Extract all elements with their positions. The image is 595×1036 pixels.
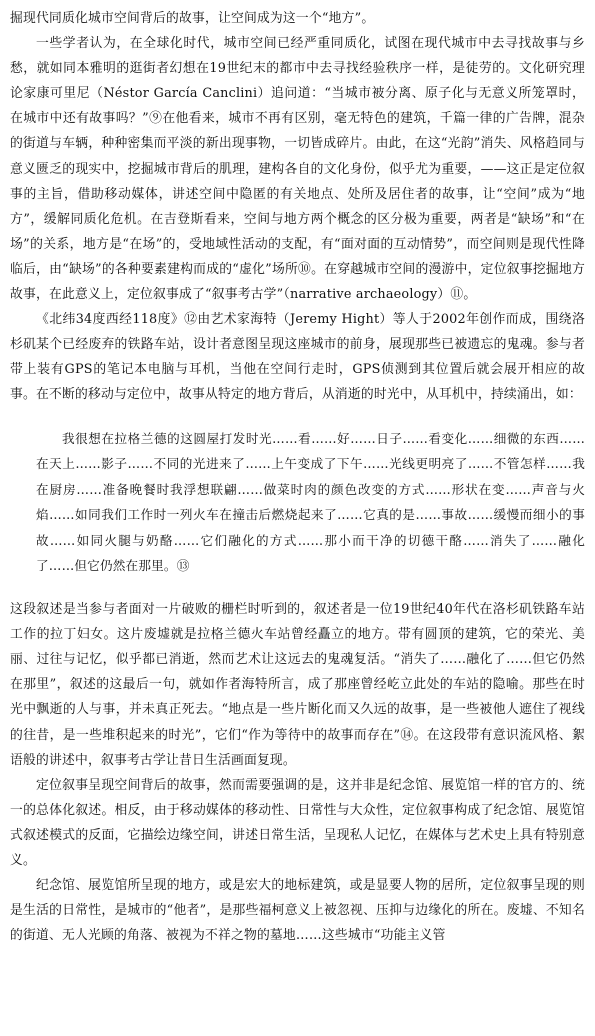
paragraph-artwork-intro: 《北纬34度西经118度》⑫由艺术家海特（Jeremy Hight）等人于2002年创作而成，围绕洛杉矶某个已经废弃的铁路车站，设计者意图呈现这座城市的前身，展现那些已被遗忘的鬼魂。参与者带上装有GPS的笔记本电脑与耳机，当他在空间行走时，GPS侦测到其位置后就会展开相应的故事。在不断的移动与定位中，故事从特定的地方背后，从消逝的时光中，从耳机中，持续涌出，如： (10, 312, 585, 403)
paragraph-narration-analysis: 这段叙述是当参与者面对一片破败的栅栏时听到的，叙述者是一位19世纪40年代在洛杉矶铁路车站工作的拉丁妇女。这片废墟就是拉格兰德火车站曾经矗立的地方。带有圆顶的建筑，它的荣光、美丽、过往与记忆，似乎都已消逝，然而艺术让这远去的鬼魂复活。“消失了……融化了……但它仍然在那里”，叙述的这最后一句，就如作者海特所言，成了那座曾经屹立此处的车站的隐喻。那些在时光中飘逝的人与事，并未真正死去。“地点是一些片断化而又久远的故事，是一些被他人遮住了视线的往昔，是一些堆积起来的时光”，它们“作为等待中的故事而存在”⑭。在这段带有意识流风格、絮语般的讲述中，叙事考古学让昔日生活画面复现。 (10, 602, 585, 768)
paragraph-memorial-comparison: 纪念馆、展览馆所呈现的地方，或是宏大的地标建筑，或是显要人物的居所，定位叙事呈现的则是生活的日常性，是城市的“他者”，是那些福柯意义上被忽视、压抑与边缘化的所在。废墟、不知名的街道、无人光顾的角落、被视为不祥之物的墓地……这些城市“功能主义管 (10, 878, 585, 944)
paragraph-positioning-narrative: 定位叙事呈现空间背后的故事，然而需要强调的是，这并非是纪念馆、展览馆一样的官方的、统一的总体化叙述。相反，由于移动媒体的移动性、日常性与大众性，定位叙事构成了纪念馆、展览馆式叙述模式的反面，它描绘边缘空间，讲述日常生活，呈现私人记忆，在媒体与艺术史上具有特别意义。 (10, 777, 585, 868)
paragraph-continuation: 掘现代同质化城市空间背后的故事，让空间成为这一个“地方”。 (10, 11, 375, 26)
block-quote: 我很想在拉格兰德的这圆屋打发时光……看……好……日子……看变化……细微的东西……在天上……影子……不同的光进来了……上午变成了下午……光线更明亮了……不管怎样……我在厨房……准备晚餐时我浮想联翩……做菜时肉的颜色改变的方式……形状在变……声音与火焰……如同我们工作时一列火车在撞击后燃烧起来了……它真的是……事故……缓慢而细小的事故……如同火腿与奶酪……它们融化的方式……那小而干净的切德干酪……消失了……融化了……但它仍然在那里。⑬ (36, 430, 585, 574)
paragraph-globalization: 一些学者认为，在全球化时代，城市空间已经严重同质化，试图在现代城市中去寻找故事与乡愁，就如同本雅明的逛街者幻想在19世纪末的都市中去寻找经验秩序一样，是徒劳的。文化研究理论家康可里尼（Néstor García Canclini）追问道：“当城市被分离、原子化与无意义所笼罩时，在城市中还有故事吗？”⑨在他看来，城市不再有区别，毫无特色的建筑，千篇一律的广告牌，混杂的街道与车辆，种种密集而平淡的新出现事物，一切皆成碎片。由此，在这“光韵”消失、风格趋同与意义匮乏的现实中，挖掘城市背后的肌理，建构各自的文化身份，似乎尤为重要，——这正是定位叙事的主旨，借助移动媒体，讲述空间中隐匿的有关地点、处所及居住者的故事，让“空间”成为“地方”，缓解同质化危机。在吉登斯看来，空间与地方两个概念的区分极为重要，两者是“缺场”和“在场”的关系，地方是“在场”的，受地域性活动的支配，有“面对面的互动情势”，而空间则是现代性降临后，由“缺场”的各种要素建构而成的“虚化”场所⑩。在穿越城市空间的漫游中，定位叙事挖掘地方故事，在此意义上，定位叙事成了“叙事考古学”（narrative archaeology）⑪。 (10, 36, 585, 303)
